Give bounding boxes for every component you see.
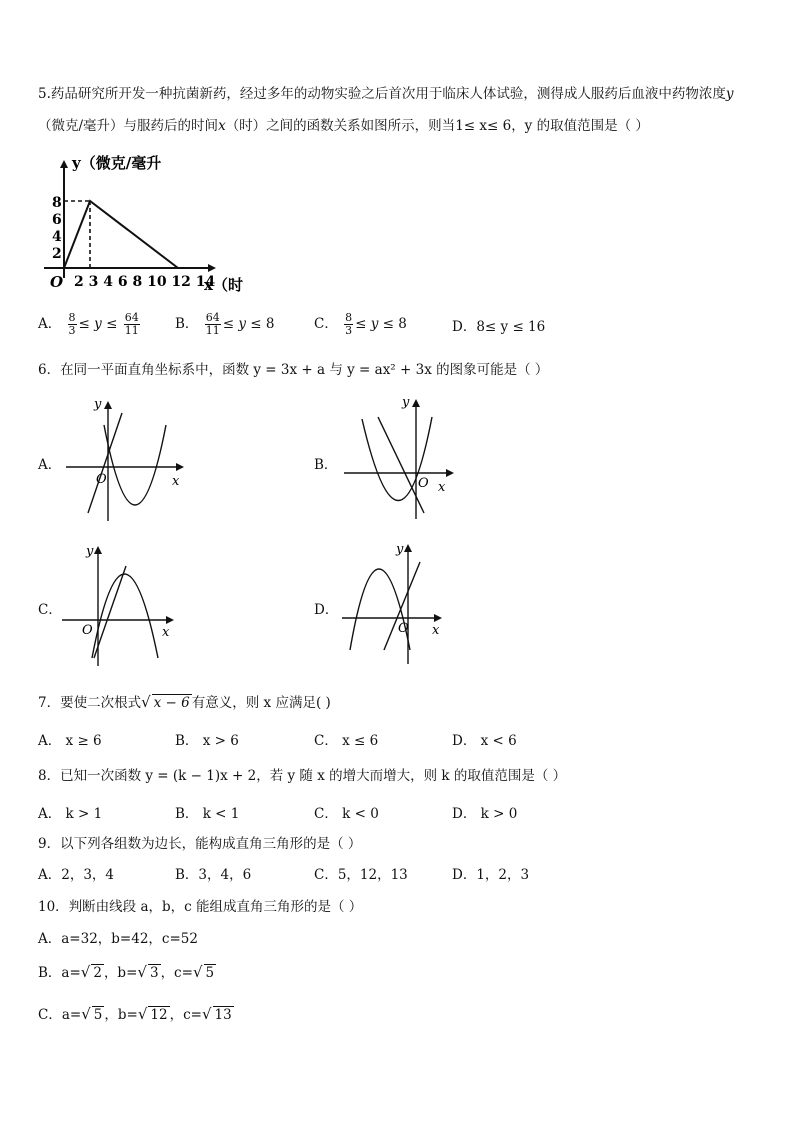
q5-graph — [36, 150, 256, 298]
q9-option-b[interactable]: B．3，4，6 — [175, 867, 252, 883]
q6-option-a-label[interactable]: A． — [38, 457, 62, 473]
q5-stem-line1: 5.药品研究所开发一种抗菌新药，经过多年的动物实验之后首次用于临床人体试验，测得成人服药后血液中药物浓度y — [38, 86, 734, 102]
svg-text:x: x — [162, 625, 170, 640]
q5-xticks: 2 3 4 6 8 10 12 14 — [74, 274, 216, 290]
svg-text:y: y — [402, 395, 410, 410]
q5-ylabel: y（微克/毫升 — [72, 154, 162, 172]
q6-option-d-label[interactable]: D． — [314, 602, 339, 618]
q5-origin: O — [50, 273, 64, 291]
q7-option-c[interactable]: C． x ≤ 6 — [314, 733, 379, 749]
q8-option-b[interactable]: B． k < 1 — [175, 806, 240, 822]
q9-option-a[interactable]: A．2，3，4 — [38, 867, 115, 883]
q10-option-a[interactable]: A．a=32，b=42，c=52 — [38, 931, 198, 947]
q8-option-a[interactable]: A． k > 1 — [38, 806, 103, 822]
q9-option-c[interactable]: C．5，12，13 — [314, 867, 408, 883]
svg-text:x: x — [172, 474, 180, 489]
q5-ytick: 2 — [52, 246, 62, 262]
svg-text:x: x — [432, 623, 440, 638]
q8-option-c[interactable]: C． k < 0 — [314, 806, 379, 822]
q5-option-c[interactable]: C． $\frac{8}{3}$ ≤ y ≤ 8 — [314, 311, 407, 337]
svg-text:y: y — [86, 544, 94, 559]
q5-xlabel: x（时 — [204, 276, 243, 294]
q6-graph-a[interactable] — [60, 395, 190, 525]
q5-ytick: 4 — [52, 229, 62, 245]
q10-option-b[interactable]: B．a=√ 2 ，b=√ 3 ，c=√ 5 — [38, 963, 215, 981]
q7-option-b[interactable]: B． x > 6 — [175, 733, 239, 749]
q6-graph-c[interactable] — [58, 540, 188, 670]
q8-stem: 8．已知一次函数 y = (k − 1)x + 2，若 y 随 x 的增大而增大，则 k 的取值范围是（ ） — [38, 768, 567, 784]
q5-stem-line2: （微克/毫升）与服药后的时间x（时）之间的函数关系如图所示，则当1≤ x≤ 6，y 的取值范围是（ ） — [38, 118, 649, 134]
svg-text:O: O — [398, 621, 409, 636]
q7-stem: 7．要使二次根式√ x − 6 有意义，则 x 应满足( ) — [38, 693, 331, 711]
q10-stem: 10．判断由线段 a，b，c 能组成直角三角形的是（ ） — [38, 899, 363, 915]
q10-option-c[interactable]: C．a=√ 5 ，b=√ 12 ，c=√ 13 — [38, 1005, 232, 1023]
svg-text:O: O — [96, 472, 107, 487]
q5-ytick: 6 — [52, 212, 62, 228]
svg-text:O: O — [82, 623, 93, 638]
q6-option-c-label[interactable]: C． — [38, 602, 62, 618]
q7-option-d[interactable]: D． x < 6 — [452, 733, 517, 749]
q6-graph-d[interactable] — [338, 538, 468, 668]
svg-text:O: O — [418, 476, 429, 491]
q9-option-d[interactable]: D．1，2，3 — [452, 867, 530, 883]
q6-option-b-label[interactable]: B． — [314, 457, 338, 473]
svg-text:x: x — [438, 480, 446, 495]
q5-option-d[interactable]: D．8≤ y ≤ 16 — [452, 319, 546, 335]
q7-option-a[interactable]: A． x ≥ 6 — [38, 733, 102, 749]
svg-text:y: y — [396, 542, 404, 557]
q5-ytick: 8 — [52, 195, 62, 211]
q5-option-b[interactable]: B． $\frac{64}{11}$ ≤ y ≤ 8 — [175, 311, 275, 337]
svg-text:y: y — [94, 397, 102, 412]
q5-option-a[interactable]: A． $\frac{8}{3}$ ≤ y ≤ $\frac{64}{11}$ — [38, 311, 139, 337]
q6-stem: 6．在同一平面直角坐标系中，函数 y = 3x + a 与 y = ax² + 3x 的图象可能是（ ） — [38, 362, 549, 378]
q9-stem: 9．以下列各组数为边长，能构成直角三角形的是（ ） — [38, 836, 362, 852]
q6-graph-b[interactable] — [340, 393, 470, 523]
q8-option-d[interactable]: D． k > 0 — [452, 806, 518, 822]
